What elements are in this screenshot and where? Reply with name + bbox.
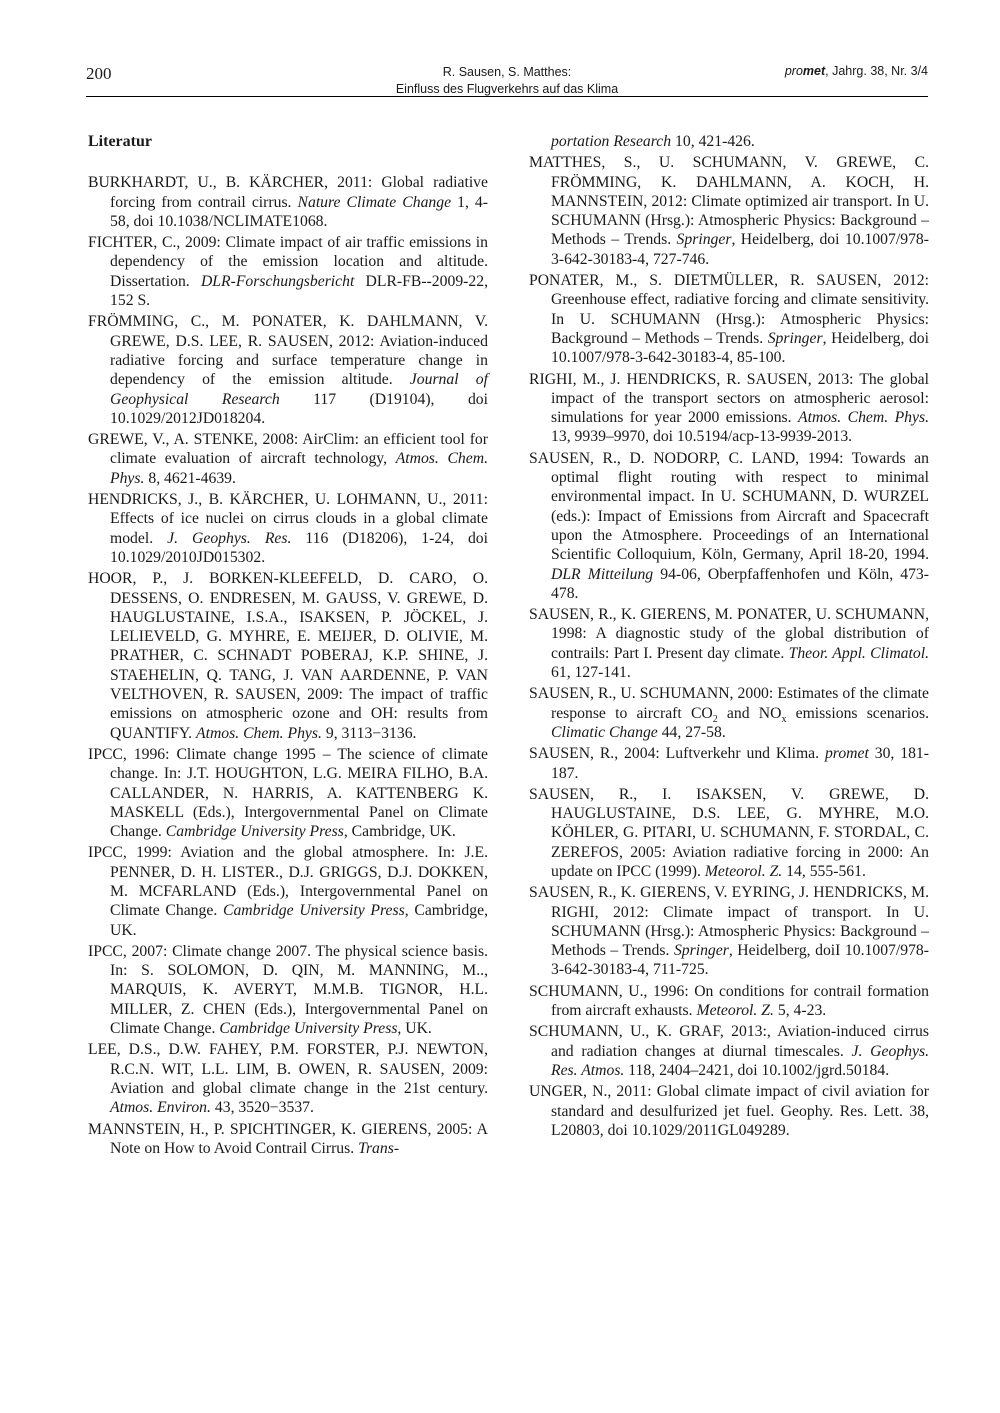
reference-entry: MATTHES, S., U. SCHUMANN, V. GREWE, C. FRÖMMING, K. DAHLMANN, A. KOCH, H. MANNSTEIN, 2012: Climate optimized air transport. In U. SCHUMANN (Hrsg.): Atmospheric Physics: Background – Methods – Trends. Springer, Heidelberg, doi 10.1007/978-3-642-30183-4, 727-746. [529, 154, 929, 268]
reference-entry: IPCC, 1999: Aviation and the global atmosphere. In: J.E. PENNER, D. H. LISTER., D.J. GRIGGS, D.J. DOKKEN, M. MCFARLAND (Eds.), Intergovernmental Panel on Climate Change. Cambridge University Press, Cambridge, UK. [88, 844, 488, 939]
reference-entry: BURKHARDT, U., B. KÄRCHER, 2011: Global radiative forcing from contrail cirrus. Nature Climate Change 1, 4-58, doi 10.1038/NCLIMATE1068. [88, 174, 488, 230]
reference-entry: HOOR, P., J. BORKEN-KLEEFELD, D. CARO, O. DESSENS, O. ENDRESEN, M. GAUSS, V. GREWE, D. HAUGLUSTAINE, I.S.A., ISAKSEN, P. JÖCKEL, J. LELIEVELD, G. MYHRE, E. MEIJER, D. OLIVIE, M. PRATHER, C. SCHNADT POBERAJ, K.P. SHINE, J. STAEHELIN, Q. TANG, J. VAN AARDENNE, P. VAN VELTHOVEN, R. SAUSEN, 2009: The impact of traffic emissions on atmospheric ozone and OH: results from QUANTIFY. Atmos. Chem. Phys. 9, 3113−3136. [88, 570, 488, 742]
reference-entry: UNGER, N., 2011: Global climate impact of civil aviation for standard and desulfurized jet fuel. Geophy. Res. Lett. 38, L20803, doi 10.1029/2011GL049289. [529, 1083, 929, 1139]
reference-entry: SAUSEN, R., D. NODORP, C. LAND, 1994: Towards an optimal flight routing with respect to minimal environmental impact. In U. SCHUMANN, D. WURZEL (eds.): Impact of Emissions from Aircraft and Spacecraft upon the Atmosphere. Proceedings of an International Scientific Colloquium, Köln, Germany, April 18-20, 1994. DLR Mitteilung 94-06, Oberpfaffenhofen und Köln, 473-478. [529, 449, 930, 602]
left-column [88, 132, 488, 1160]
journal-info [785, 64, 928, 78]
header-article-title: Einfluss des Flugverkehrs auf das Klima [395, 82, 619, 96]
page-number: 200 [86, 64, 112, 83]
reference-entry: IPCC, 2007: Climate change 2007. The physical science basis. In: S. SOLOMON, D. QIN, M. MANNING, M.., MARQUIS, K. AVERYT, M.M.B. TIGNOR, H.L. MILLER, Z. CHEN (Eds.), Intergovernmental Panel on Climate Change. Cambridge University Press, UK. [88, 942, 488, 1038]
reference-entry: SAUSEN, R., K. GIERENS, M. PONATER, U. SCHUMANN, 1998: A diagnostic study of the global distribution of contrails: Part I. Present day climate. Theor. Appl. Climatol. 61, 127-141. [529, 606, 930, 682]
header-authors: R. Sausen, S. Matthes: [442, 65, 572, 79]
reference-entry: MANNSTEIN, H., P. SPICHTINGER, K. GIERENS, 2005: A Note on How to Avoid Contrail Cirrus. Trans- [88, 1120, 488, 1157]
right-column [529, 132, 929, 1142]
reference-entry: SAUSEN, R., U. SCHUMANN, 2000: Estimates of the climate response to aircraft $CO_2$ and $NO_x$ emissions scenarios. Climatic Change 44, 27-58. [529, 685, 929, 741]
reference-entry: SAUSEN, R., I. ISAKSEN, V. GREWE, D. HAUGLUSTAINE, D.S. LEE, G. MYHRE, M.O. KÖHLER, G. PITARI, U. SCHUMANN, F. STORDAL, C. ZEREFOS, 2005: Aviation radiative forcing in 2000: An update on IPCC (1999). Meteorol. Z. 14, 555-561. [529, 785, 929, 880]
reference-entry: SAUSEN, R., 2004: Luftverkehr und Klima. promet 30, 181-187. [529, 745, 929, 782]
reference-entry: FICHTER, C., 2009: Climate impact of air traffic emissions in dependency of the emission location and altitude. Dissertation. DLR-Forschungsbericht DLR-FB--2009-22, 152 S. [88, 234, 488, 310]
page-header [86, 58, 928, 104]
reference-entry: GREWE, V., A. STENKE, 2008: AirClim: an efficient tool for climate evaluation of aircraft technology, Atmos. Chem. Phys. 8, 4621-4639. [88, 431, 488, 487]
reference-entry: LEE, D.S., D.W. FAHEY, P.M. FORSTER, P.J. NEWTON, R.C.N. WIT, L.L. LIM, B. OWEN, R. SAUSEN, 2009: Aviation and global climate change in the 21st century. Atmos. Environ. 43, 3520−3537. [88, 1041, 488, 1117]
reference-continuation: portation Research 10, 421-426. [551, 133, 755, 150]
reference-entry: SCHUMANN, U., 1996: On conditions for contrail formation from aircraft exhausts. Meteorol. Z. 5, 4-23. [529, 982, 929, 1020]
reference-entry: PONATER, M., S. DIETMÜLLER, R. SAUSEN, 2012: Greenhouse effect, radiative forcing and climate sensitivity. In U. SCHUMANN (Hrsg.): Atmospheric Physics: Background – Methods – Trends. Springer, Heidelberg, doi 10.1007/978-3-642-30183-4, 85-100. [529, 272, 929, 367]
reference-entry: SAUSEN, R., K. GIERENS, V. EYRING, J. HENDRICKS, M. RIGHI, 2012: Climate impact of transport. In U. SCHUMANN (Hrsg.): Atmospheric Physics: Background – Methods – Trends. Springer, Heidelberg, doiI 10.1007/978-3-642-30183-4, 711-725. [529, 884, 929, 979]
journal-brand: promet [784, 64, 826, 78]
header-divider [86, 96, 928, 97]
reference-entry: IPCC, 1996: Climate change 1995 – The science of climate change. In: J.T. HOUGHTON, L.G. MEIRA FILHO, B.A. CALLANDER, N. HARRIS, A. KATTENBERG K. MASKELL (Eds.), Intergovernmental Panel on Climate Change. Cambridge University Press, Cambridge, UK. [88, 745, 488, 841]
reference-entry: SCHUMANN, U., K. GRAF, 2013:, Aviation-induced cirrus and radiation changes at diurnal timescales. J. Geophys. Res. Atmos. 118, 2404–2421, doi 10.1002/jgrd.50184. [529, 1023, 929, 1079]
reference-entry: HENDRICKS, J., B. KÄRCHER, U. LOHMANN, U., 2011: Effects of ice nuclei on cirrus clouds in a global climate model. J. Geophys. Res. 116 (D18206), 1-24, doi 10.1029/2010JD015302. [88, 491, 488, 566]
section-title: Literatur [88, 133, 152, 150]
reference-entry: FRÖMMING, C., M. PONATER, K. DAHLMANN, V. GREWE, D.S. LEE, R. SAUSEN, 2012: Aviation-induced radiative forcing and surface temperature change in dependency of the emission altitude. Journal of Geophysical Research 117 (D19104), doi 10.1029/2012JD018204. [88, 313, 488, 427]
journal-issue: , Jahrg. 38, Nr. 3/4 [825, 64, 928, 78]
reference-entry: RIGHI, M., J. HENDRICKS, R. SAUSEN, 2013: The global impact of the transport sectors on atmospheric aerosol: simulations for year 2000 emissions. Atmos. Chem. Phys. 13, 9939–9970, doi 10.5194/acp-13-9939-2013. [529, 370, 929, 446]
